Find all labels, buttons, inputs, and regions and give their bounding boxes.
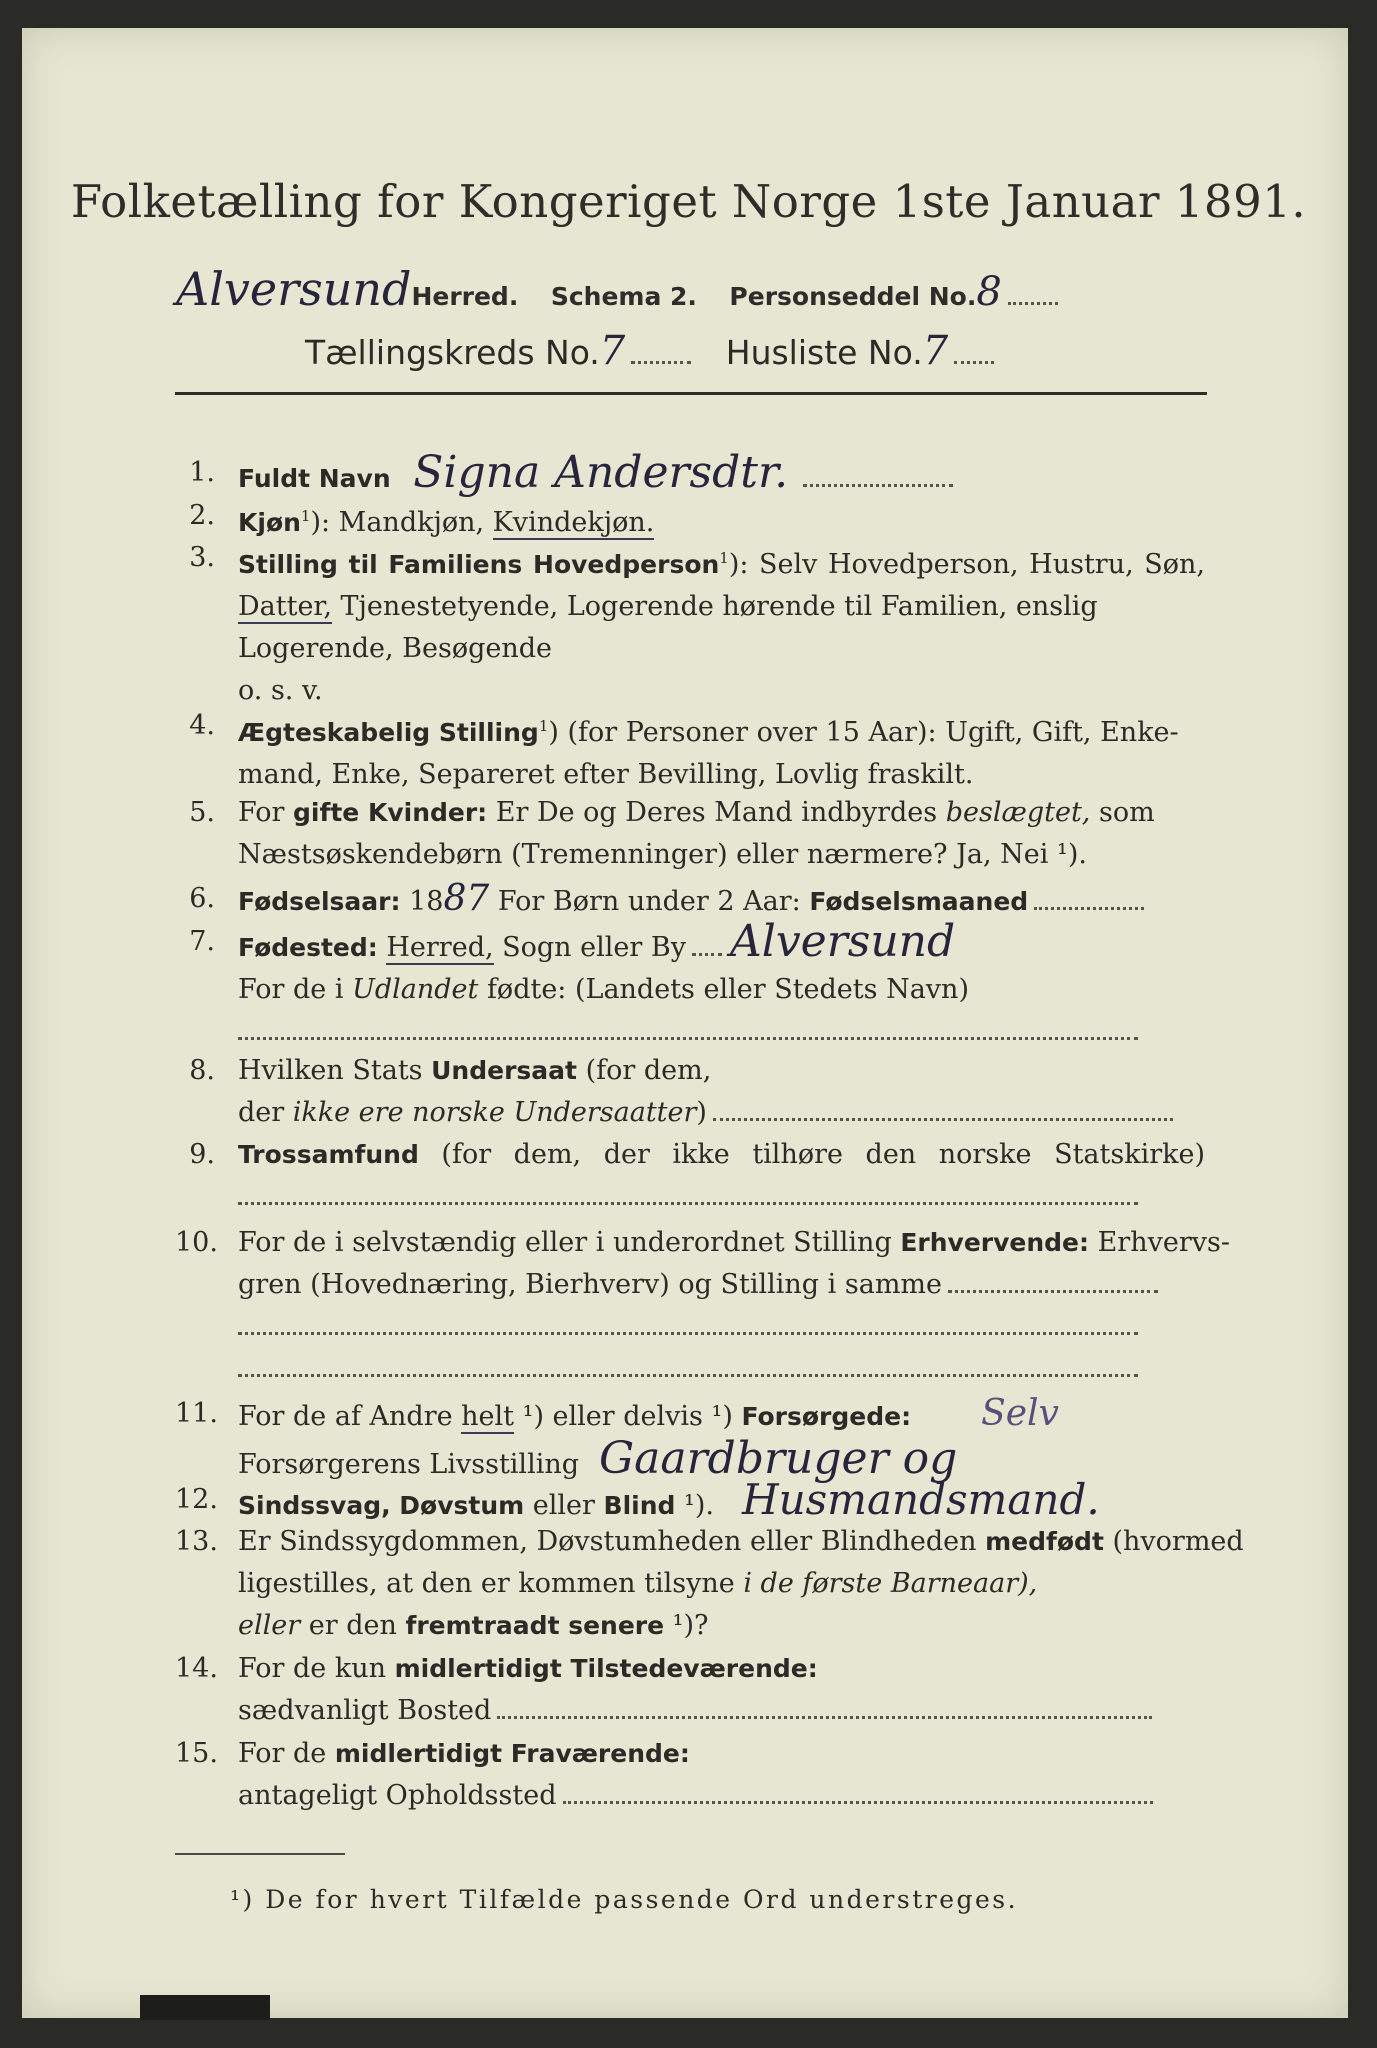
header-line-herred	[176, 262, 1058, 316]
stilling-options-c: Logerende, Besøgende	[238, 633, 552, 664]
text: (for dem,	[576, 1055, 712, 1086]
text: Sogn eller By	[493, 932, 686, 963]
text: eller	[524, 1490, 604, 1521]
text: (for dem, der ikke tilhøre den norske Statskirke)	[418, 1139, 1205, 1170]
husliste-label: Husliste No.	[725, 333, 923, 372]
text: For de	[238, 1738, 335, 1769]
text: For Børn under 2 Aar:	[489, 886, 810, 917]
text: For de af Andre	[238, 1401, 462, 1432]
herred-label: Herred.	[411, 282, 519, 311]
header-rule	[175, 392, 1207, 395]
text: er den	[300, 1610, 406, 1641]
item-number: 6.	[189, 883, 215, 914]
item-number: 3.	[189, 542, 215, 573]
text: ¹).	[675, 1490, 714, 1521]
stilling-options-a: ): Selv Hovedperson, Hustru, Søn,	[728, 549, 1205, 580]
text: beslægtet,	[945, 797, 1091, 828]
fravaerende-label: midlertidigt Fraværende:	[334, 1739, 690, 1768]
footnote: ¹) De for hvert Tilfælde passende Ord understreges.	[230, 1885, 1019, 1914]
footnote-ref: 1	[538, 717, 549, 735]
forsorgede-selected: helt	[461, 1401, 515, 1432]
text: ikke ere norske Undersaatter	[292, 1097, 697, 1128]
text: Er Sindssygdommen, Døvstumheden eller Blindheden	[238, 1526, 986, 1557]
aegteskab-options-a: ) (for Personer over 15 Aar): Ugift, Gift, Enke-	[548, 717, 1179, 748]
fuldt-navn-value: Signa Andersdtr.	[413, 447, 789, 498]
herred-value: Alversund	[176, 262, 412, 316]
item-number: 13.	[175, 1526, 218, 1557]
husliste-value: 7	[922, 328, 949, 374]
fuldt-navn-label: Fuldt Navn	[238, 464, 391, 493]
text: For	[238, 797, 294, 828]
text: Erhvervs-	[1089, 1227, 1230, 1258]
stilling-label: Stilling til Familiens Hovedperson	[238, 550, 720, 579]
footnote-rule	[175, 1853, 345, 1855]
text: gren (Hovednæring, Bierhverv) og Stilling i samme	[238, 1269, 943, 1300]
fodested-value: Alversund	[729, 916, 956, 967]
text: der	[238, 1097, 293, 1128]
fodselsaar-value: 87	[443, 878, 490, 919]
tellingskreds-value: 7	[599, 328, 626, 374]
fodselsmaaned-label: Fødselsmaaned	[809, 887, 1029, 916]
item-number: 10.	[175, 1227, 218, 1258]
aegteskab-label: Ægteskabelig Stilling	[238, 718, 539, 747]
item-number: 2.	[189, 500, 215, 531]
forsorgede-label: Forsørgede:	[741, 1402, 912, 1431]
text: ¹) eller delvis ¹)	[514, 1401, 742, 1432]
fodested-label: Fødested:	[238, 933, 378, 962]
forsorgede-value: Selv	[981, 1393, 1059, 1434]
item-number: 11.	[175, 1398, 218, 1429]
tellingskreds-label: Tællingskreds No.	[305, 333, 600, 372]
text: Forsørgerens Livsstilling	[238, 1449, 580, 1480]
text: i de første Barneaar),	[743, 1568, 1038, 1599]
personseddel-label: Personseddel No.	[729, 282, 977, 311]
item-number: 5.	[189, 797, 215, 828]
tilstedevaerende-label: midlertidigt Tilstedeværende:	[394, 1654, 818, 1683]
form-title: Folketælling for Kongeriget Norge 1ste Januar 1891.	[70, 175, 1307, 228]
stilling-selected: Datter,	[238, 591, 332, 622]
medfodt-label: medfødt	[985, 1527, 1104, 1556]
sindssvag-value-continuation: Husmandsmand.	[741, 1475, 1100, 1524]
undersaat-label: Undersaat	[431, 1056, 577, 1085]
item-number: 4.	[189, 710, 215, 741]
text: For de i	[238, 974, 353, 1005]
fremtraadt-label: fremtraadt senere	[405, 1611, 665, 1640]
item-number: 7.	[189, 926, 215, 957]
gifte-kvinder-label: gifte Kvinder:	[293, 798, 488, 827]
item-number: 14.	[175, 1653, 218, 1684]
trossamfund-label: Trossamfund	[238, 1140, 419, 1169]
text: For de i selvstændig eller i underordnet Stilling	[238, 1227, 901, 1258]
erhvervende-label: Erhvervende:	[900, 1228, 1090, 1257]
item-number: 1.	[189, 457, 215, 488]
schema-label: Schema 2.	[550, 282, 697, 311]
aegteskab-options-b: mand, Enke, Separeret efter Bevilling, Lovlig fraskilt.	[238, 759, 974, 790]
text: ¹)?	[664, 1610, 709, 1641]
footnote-ref: 1	[300, 507, 311, 525]
text: Er De og Deres Mand indbyrdes	[487, 797, 946, 828]
text: Hvilken Stats	[238, 1055, 432, 1086]
text: eller	[238, 1610, 301, 1641]
kjon-selected: Kvindekjøn.	[492, 507, 655, 538]
stilling-options-b: Tjenestetyende, Logerende hørende til Familien, enslig	[331, 591, 1098, 622]
text: 18	[400, 886, 444, 917]
sindssvag-label: Sindssvag, Døvstum	[238, 1491, 525, 1520]
text: ligestilles, at den er kommen tilsyne	[238, 1568, 744, 1599]
ink-blot	[140, 1995, 270, 2020]
kjon-options: ): Mandkjøn,	[310, 507, 493, 538]
stilling-options-d: o. s. v.	[238, 675, 323, 706]
personseddel-value: 8	[976, 269, 1002, 315]
text: Udlandet	[352, 974, 479, 1005]
item-number: 12.	[175, 1484, 218, 1515]
text: sædvanligt Bosted	[238, 1695, 492, 1726]
item-number: 9.	[189, 1139, 215, 1170]
text: (hvormed	[1103, 1526, 1244, 1557]
kjon-label: Kjøn	[238, 508, 301, 537]
text: antageligt Opholdssted	[238, 1780, 557, 1811]
blind-label: Blind	[603, 1491, 676, 1520]
text: For de kun	[238, 1653, 395, 1684]
fodselsaar-label: Fødselsaar:	[238, 887, 401, 916]
header-line-tellingskreds	[305, 328, 994, 374]
item-number: 15.	[175, 1738, 218, 1769]
fodested-selected: Herred,	[386, 932, 494, 963]
text: )	[696, 1097, 707, 1128]
forsorgerens-livsstilling-value: Gaardbruger og	[599, 1433, 958, 1484]
text: som	[1090, 797, 1155, 828]
footnote-ref: 1	[719, 549, 729, 567]
item-number: 8.	[189, 1055, 215, 1086]
gifte-kvinder-question: Næstsøskendebørn (Tremenninger) eller nærmere? Ja, Nei ¹).	[238, 839, 1087, 870]
text: fødte: (Landets eller Stedets Navn)	[478, 974, 969, 1005]
